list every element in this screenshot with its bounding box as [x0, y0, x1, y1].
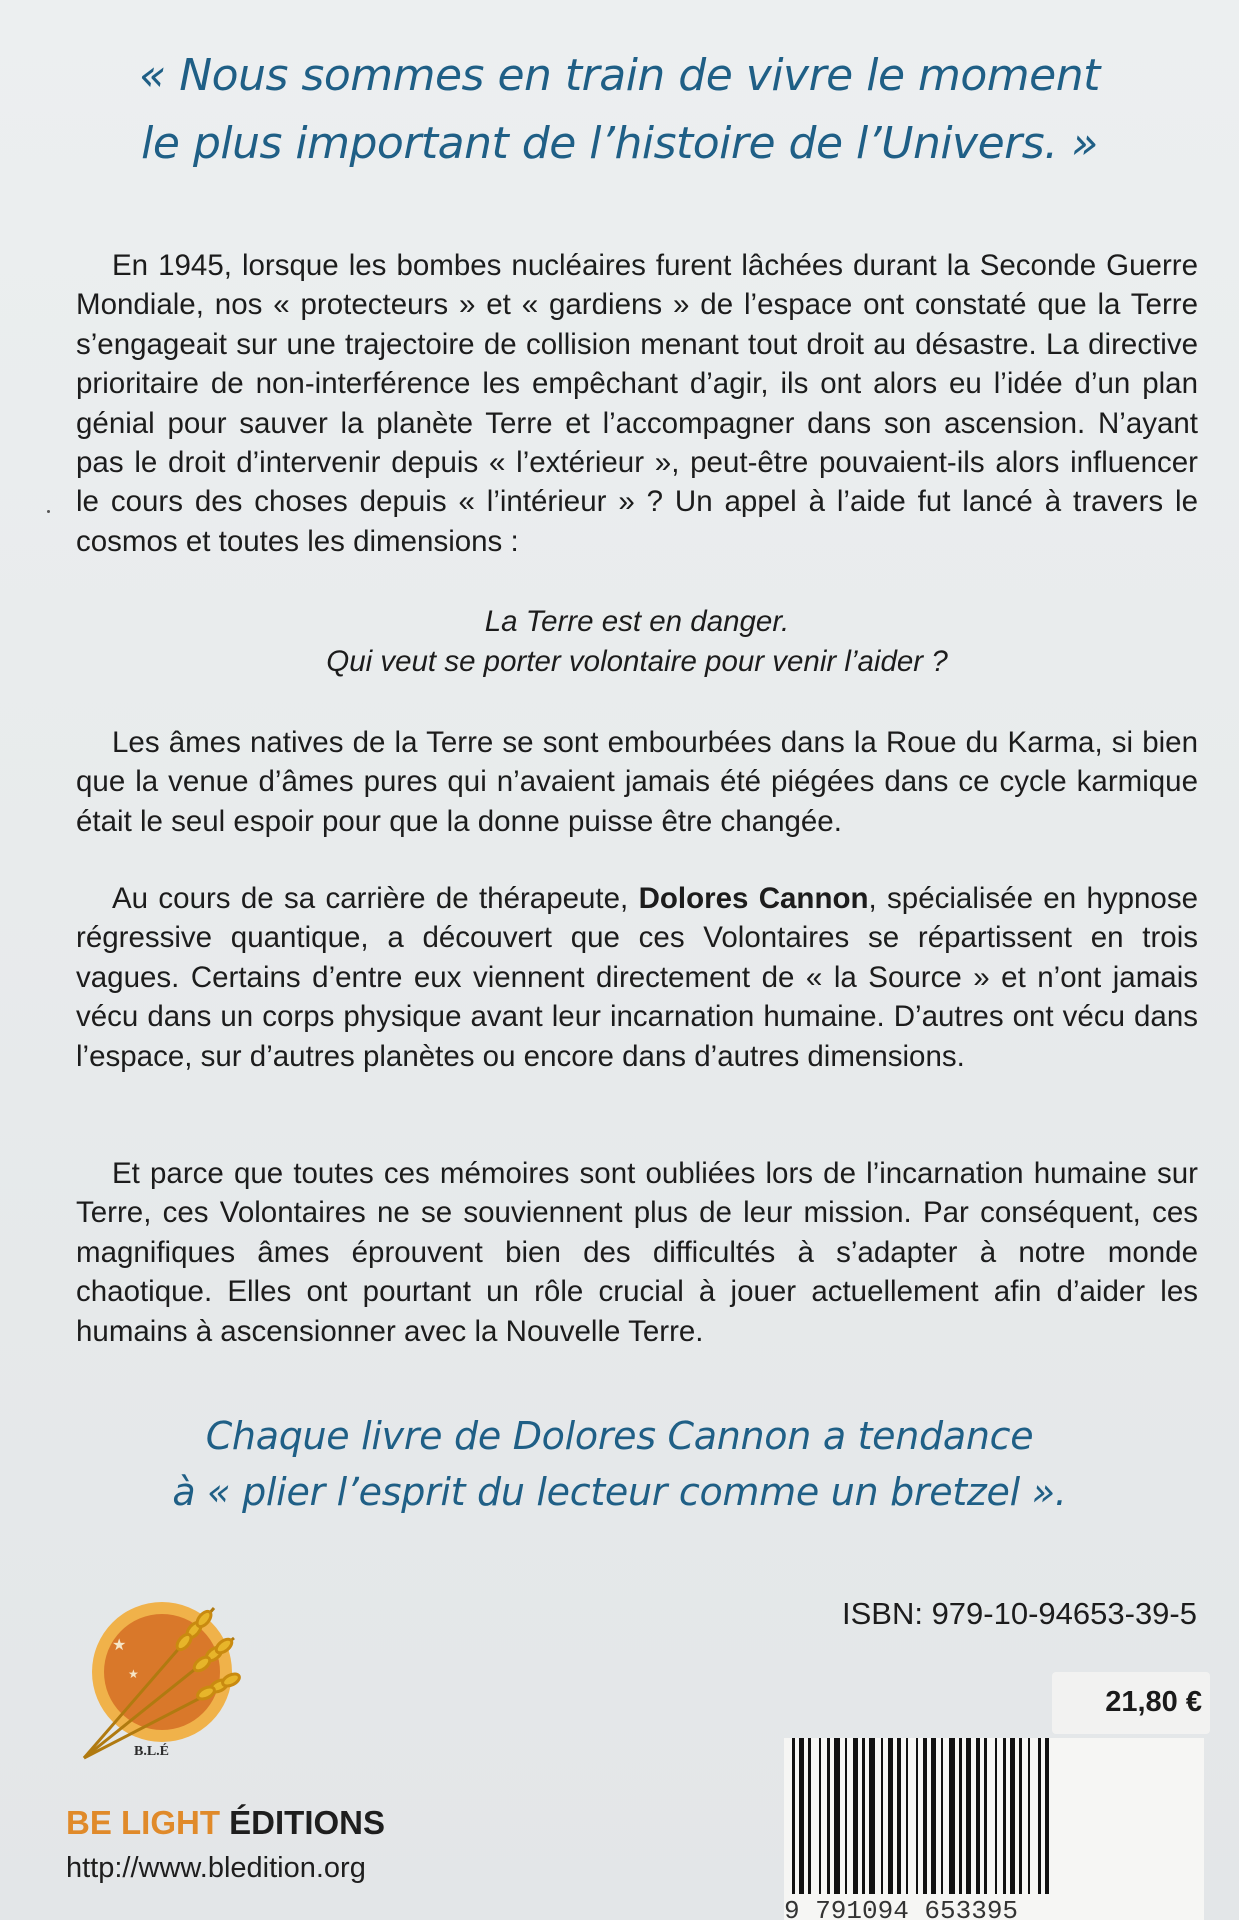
barcode-bar [808, 1738, 811, 1894]
paragraph-4 [76, 1154, 1198, 1351]
author-name: Dolores Cannon [638, 882, 869, 915]
barcode-bar [966, 1738, 971, 1894]
paragraph-3 [76, 879, 1198, 1076]
barcode-bar [1010, 1738, 1015, 1894]
paragraph-2 [76, 723, 1198, 841]
bottom-quote [0, 1408, 1239, 1520]
barcode-bar [799, 1738, 804, 1894]
star-icon: ★ [112, 1635, 127, 1654]
barcode [784, 1738, 1204, 1920]
barcode-bar [1038, 1738, 1041, 1894]
publisher-website: http://www.bledition.org [66, 1852, 366, 1884]
top-quote [0, 42, 1239, 178]
publisher-name-accent: BE LIGHT [66, 1804, 220, 1841]
isbn: ISBN: 979-10-94653-39-5 [841, 1596, 1197, 1631]
barcode-bar [1028, 1738, 1030, 1894]
barcode-bar [916, 1738, 918, 1894]
italic-callout [76, 602, 1198, 682]
barcode-bar [923, 1738, 927, 1894]
barcode-bar [959, 1738, 962, 1894]
barcode-bar [1045, 1738, 1049, 1894]
barcode-bar [1019, 1738, 1022, 1894]
barcode-bar [1003, 1738, 1006, 1894]
barcode-bar [827, 1738, 830, 1894]
paragraph-3-rest: , spécialisée en hypnose régressive quantique, a découvert que ces Volontaires se répartissent en trois vagues. Certains d’entre eux viennent directement de « la Source » et n’ont jamais vécu dans un corps physique avant leur incarnation humaine. D’autres ont vécu dans l’espace, sur d’autres planètes ou encore dans d’autres dimensions. [76, 882, 1198, 1073]
paragraph-4-text: Et parce que toutes ces mémoires sont oubliées lors de l’incarnation humaine sur Terre, ces Volontaires ne se souviennent plus de leur mission. Par conséquent, ces magnifiques âmes éprouvent bien des difficultés à s’adapter à notre monde chaotique. Elles ont pourtant un rôle crucial à jouer actuellement afin d’aider les humains à ascensionner avec la Nouvelle Terre. [76, 1157, 1198, 1348]
barcode-bar [941, 1738, 943, 1894]
barcode-bar [845, 1738, 847, 1894]
barcode-digits: 9 791094 653395 [784, 1896, 1019, 1920]
publisher-logo [64, 1586, 254, 1766]
barcode-bar [897, 1738, 901, 1894]
bottom-quote-line-1: Chaque livre de Dolores Cannon a tendance [205, 1414, 1034, 1458]
speck [47, 510, 50, 513]
paragraph-1-text: En 1945, lorsque les bombes nucléaires furent lâchées durant la Seconde Guerre Mondiale, nos « protecteurs » et « gardiens » de l’espace ont constaté que la Terre s’engageait sur une trajectoire de collision menant tout droit au désastre. La directive prioritaire de non-interférence les empêchant d’agir, ils ont alors eu l’idée d’un plan génial pour sauver la planète Terre et l’accompagner dans son ascension. N’ayant pas le droit d’intervenir depuis « l’extérieur », peut-être pouvaient-ils alors influencer le cours des choses depuis « l’intérieur » ? Un appel à l’aide fut lancé à travers le cosmos et toutes les dimensions : [76, 249, 1198, 558]
paragraph-2-text: Les âmes natives de la Terre se sont embourbées dans la Roue du Karma, si bien que la venue d’âmes pures qui n’avaient jamais été piégées dans ce cycle karmique était le seul espoir pour que la donne puisse être changée. [76, 726, 1198, 838]
price: 21,80 € [1105, 1686, 1202, 1718]
barcode-bar [931, 1738, 936, 1894]
barcode-bar [984, 1738, 987, 1894]
star-icon: ★ [128, 1667, 139, 1681]
barcode-bar [862, 1738, 865, 1894]
barcode-bar [819, 1738, 821, 1894]
barcode-bar [792, 1738, 795, 1894]
italic-line-1: La Terre est en danger. [484, 605, 790, 638]
publisher-name-rest: ÉDITIONS [220, 1804, 386, 1841]
barcode-bar [881, 1738, 883, 1894]
publisher-name [66, 1804, 385, 1842]
paragraph-3-text [76, 879, 1198, 1076]
barcode-bar [888, 1738, 893, 1894]
barcode-bars [790, 1738, 1200, 1894]
logo-text: B.L.É [134, 1744, 170, 1759]
italic-line-2: Qui veut se porter volontaire pour venir l’aider ? [326, 645, 948, 678]
barcode-bar [869, 1738, 875, 1894]
bottom-quote-line-2: à « plier l’esprit du lecteur comme un bretzel ». [172, 1470, 1067, 1514]
barcode-bar [976, 1738, 980, 1894]
top-quote-line-2: le plus important de l’histoire de l’Univers. » [141, 118, 1098, 169]
barcode-bar [949, 1738, 955, 1894]
price-sticker [1052, 1672, 1210, 1734]
barcode-bar [853, 1738, 858, 1894]
paragraph-3-intro: Au cours de sa carrière de thérapeute, [112, 882, 639, 915]
barcode-bar [906, 1738, 908, 1894]
top-quote-line-1: « Nous sommes en train de vivre le moment [139, 50, 1100, 101]
barcode-bar [834, 1738, 840, 1894]
barcode-bar [995, 1738, 997, 1894]
paragraph-1 [76, 246, 1198, 561]
